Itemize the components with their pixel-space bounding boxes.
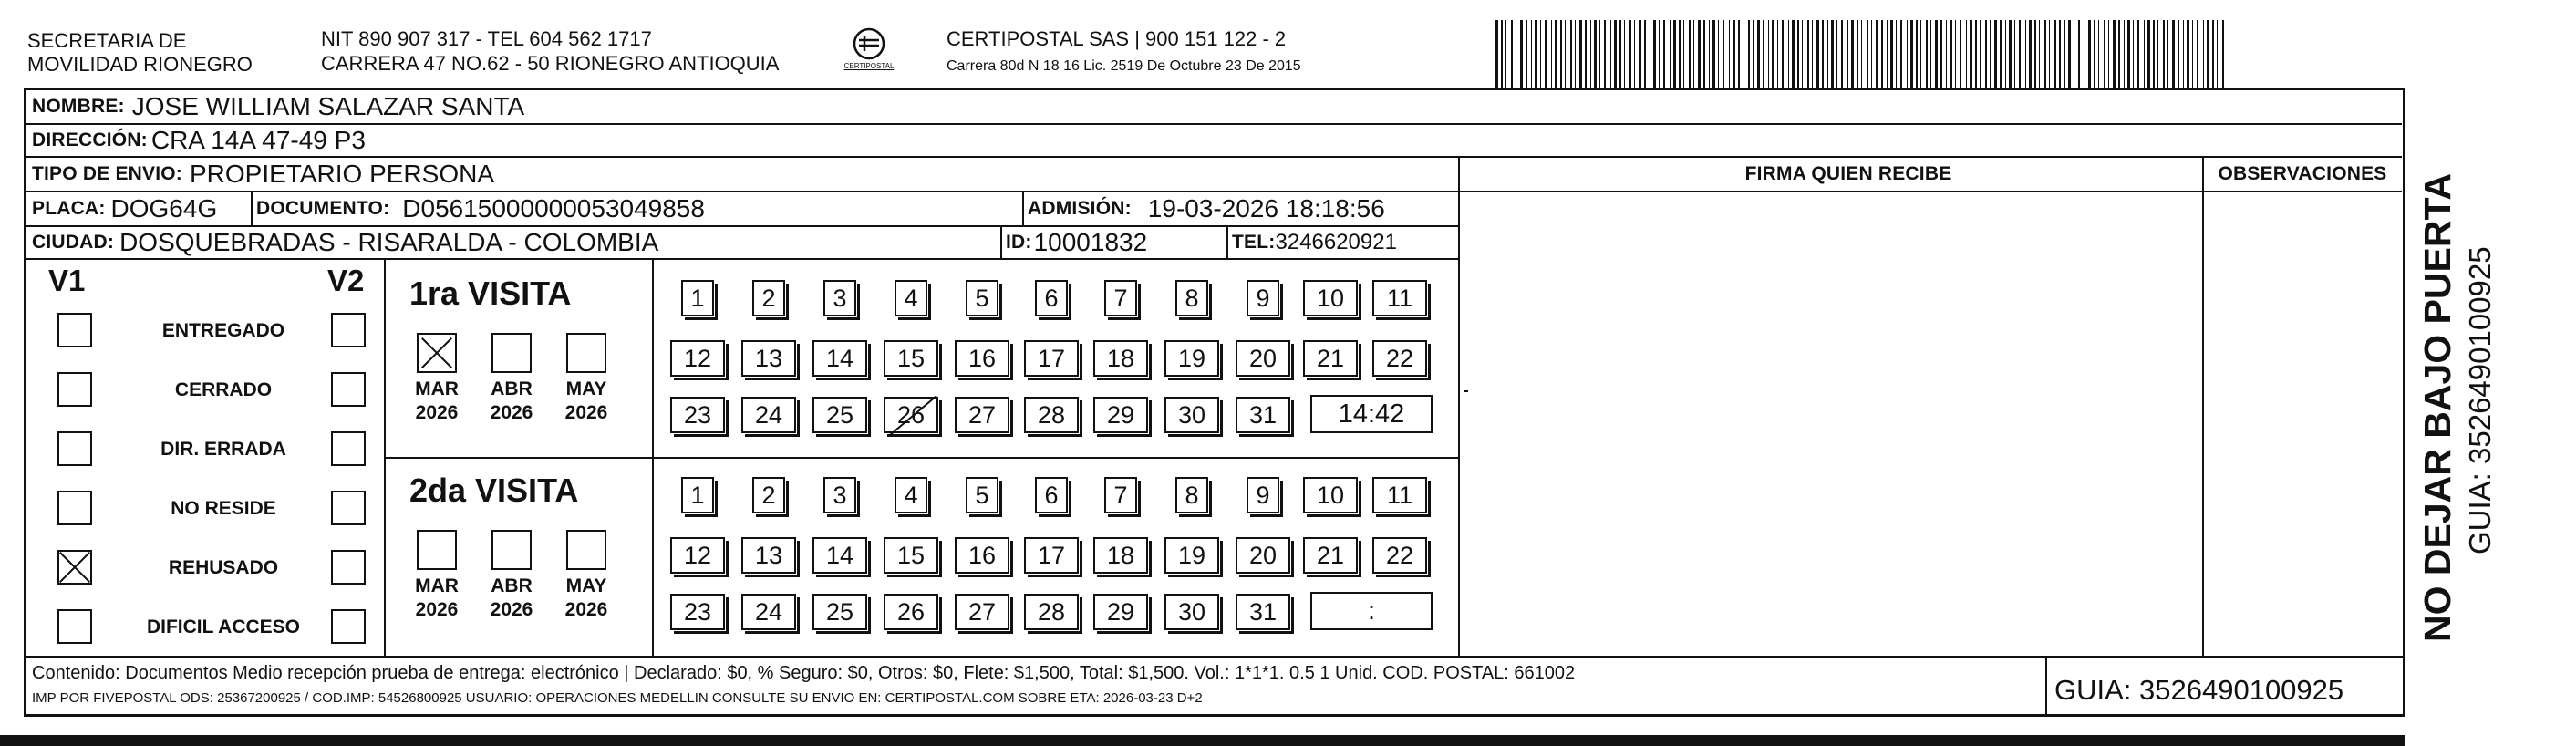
barcode-bar [1679, 20, 1681, 88]
barcode-bar [1916, 20, 1918, 88]
status-v1-checkbox[interactable] [57, 491, 92, 525]
day-box[interactable]: 2 [752, 477, 785, 513]
side-guia: GUIA: 3526490100925 [2463, 246, 2497, 554]
nombre-label: NOMBRE: [32, 96, 125, 117]
barcode-bar [2127, 20, 2130, 88]
barcode-bar [1966, 20, 1967, 88]
barcode-bar [2025, 20, 2026, 88]
status-label: CERRADO [174, 379, 273, 400]
barcode-bar [2222, 20, 2224, 88]
month-label: ABR [491, 378, 533, 399]
org-address-line: CARRERA 47 NO.62 - 50 RIONEGRO ANTIOQUIA [321, 52, 780, 75]
month-year-label: 2026 [490, 402, 533, 423]
barcode-bar [1994, 20, 1997, 88]
placa-label: PLACA: [32, 198, 106, 219]
barcode-bar [2064, 20, 2065, 88]
day-box[interactable]: 1 [681, 477, 714, 513]
visit-title: 2da VISITA [409, 471, 579, 509]
barcode-bar [1975, 20, 1977, 88]
barcode-bar [1501, 20, 1503, 88]
barcode-bar [2172, 20, 2175, 88]
barcode-bar [2124, 20, 2125, 88]
day-box[interactable]: 6 [1035, 477, 1068, 513]
barcode-bar [1545, 20, 1547, 88]
barcode-bar [1867, 20, 1868, 88]
day-box[interactable]: 7 [1104, 477, 1137, 513]
barcode-bar [1729, 20, 1730, 88]
tipo-label: TIPO DE ENVIO: [32, 163, 182, 184]
barcode-bar [2088, 20, 2091, 88]
day-box[interactable]: 14 [812, 340, 867, 377]
barcode-bar [2039, 20, 2040, 88]
barcode-bar [1990, 20, 1991, 88]
barcode-bar [2068, 20, 2071, 88]
visit-time-box[interactable]: 14:42 [1310, 395, 1433, 433]
month-label: MAR [415, 575, 459, 596]
day-box[interactable]: 26 [884, 397, 938, 433]
org-name-line1: SECRETARIA DE [27, 29, 187, 52]
barcode-bar [1802, 20, 1803, 88]
status-v1-checkbox[interactable] [57, 431, 92, 466]
barcode-bar [2000, 20, 2002, 88]
barcode-bar [1495, 20, 1498, 88]
status-v1-checkbox[interactable] [57, 313, 92, 347]
barcode-bar [1827, 20, 1828, 88]
barcode-bar [1946, 20, 1947, 88]
day-box[interactable]: 8 [1175, 477, 1208, 513]
org-name-line2: MOVILIDAD RIONEGRO [27, 53, 253, 76]
day-box[interactable]: 13 [741, 340, 796, 377]
month-year-label: 2026 [415, 402, 459, 423]
status-v2-checkbox[interactable] [331, 550, 366, 585]
day-box[interactable]: 22 [1372, 537, 1427, 574]
day-box[interactable]: 25 [812, 594, 867, 630]
day-box[interactable]: 21 [1303, 340, 1358, 377]
barcode-bar [1782, 20, 1784, 88]
firma-header: FIRMA QUIEN RECIBE [1744, 163, 1952, 184]
barcode-bar [1896, 20, 1897, 88]
day-box[interactable]: 25 [812, 397, 867, 433]
barcode-bar [1748, 20, 1750, 88]
barcode-bar [2005, 20, 2006, 88]
certipostal-logo [837, 26, 901, 82]
barcode-bar [1907, 20, 1908, 88]
month-checkbox[interactable] [417, 530, 457, 570]
barcode-bar [1560, 20, 1562, 88]
day-box[interactable]: 4 [895, 280, 927, 316]
month-year-label: 2026 [490, 599, 533, 620]
barcode-bar [1693, 20, 1694, 88]
barcode-bar [1822, 20, 1824, 88]
divider [1022, 192, 1024, 227]
barcode-bar [1575, 20, 1576, 88]
courier-line2: Carrera 80d N 18 16 Lic. 2519 De Octubre 23 De 2015 [947, 58, 1301, 74]
barcode-bar [2167, 20, 2168, 88]
barcode-bar [1614, 20, 1617, 88]
barcode-bar [2153, 20, 2155, 88]
visit-time-box[interactable]: : [1310, 592, 1433, 630]
barcode-bar [2212, 20, 2214, 88]
barcode-bar [1511, 20, 1513, 88]
day-box[interactable]: 10 [1303, 477, 1358, 513]
barcode-bar [1876, 20, 1878, 88]
tel-label: TEL: [1232, 232, 1276, 253]
delivery-form [24, 88, 2405, 717]
barcode-bar [1585, 20, 1587, 88]
barcode-bar [2118, 20, 2120, 88]
barcode-bar [2144, 20, 2145, 88]
barcode-bar [1639, 20, 1641, 88]
barcode-bar [2113, 20, 2116, 88]
barcode-bar [1797, 20, 1799, 88]
ciudad-value: DOSQUEBRADAS - RISARALDA - COLOMBIA [119, 228, 659, 256]
direccion-value: CRA 14A 47-49 P3 [150, 126, 366, 154]
barcode-bar [1663, 20, 1665, 88]
day-box[interactable]: 30 [1164, 397, 1219, 433]
barcode-bar [1857, 20, 1858, 88]
day-box[interactable]: 17 [1024, 340, 1079, 377]
barcode-bar [2019, 20, 2021, 88]
barcode-bar [1619, 20, 1621, 88]
barcode-bar [2009, 20, 2012, 88]
id-value: 10001832 [1033, 228, 1148, 256]
day-box[interactable]: 11 [1372, 280, 1427, 316]
barcode-bar [1673, 20, 1676, 88]
status-v2-checkbox[interactable] [331, 372, 366, 407]
barcode-bar [1579, 20, 1582, 88]
barcode-bar [1505, 20, 1506, 88]
barcode-bar [1703, 20, 1705, 88]
barcode-bar [2157, 20, 2158, 88]
barcode-bar [1970, 20, 1972, 88]
barcode-bar [1520, 20, 1523, 88]
v2-header: V2 [327, 264, 365, 297]
day-box[interactable]: 5 [966, 280, 998, 316]
day-box[interactable]: 21 [1303, 537, 1358, 574]
day-box[interactable]: 31 [1236, 594, 1290, 630]
day-box[interactable]: 16 [955, 537, 1009, 574]
day-box[interactable]: 28 [1024, 397, 1079, 433]
day-box[interactable]: 12 [670, 537, 725, 574]
barcode-bar [2178, 20, 2179, 88]
day-box[interactable]: 30 [1164, 594, 1219, 630]
divider [251, 192, 253, 227]
barcode-bar [2137, 20, 2139, 88]
day-box[interactable]: 31 [1236, 397, 1290, 433]
direccion-label: DIRECCIÓN: [32, 130, 148, 150]
barcode-bar [2197, 20, 2198, 88]
status-label: ENTREGADO [161, 320, 285, 341]
barcode-bar [1807, 20, 1809, 88]
barcode-bar [1890, 20, 1893, 88]
firma-left-border [1458, 158, 1460, 656]
day-box[interactable]: 29 [1093, 397, 1148, 433]
day-box[interactable]: 6 [1035, 280, 1068, 316]
barcode-bar [2078, 20, 2080, 88]
day-box[interactable]: 18 [1093, 537, 1148, 574]
barcode-bar [1940, 20, 1942, 88]
day-box[interactable]: 27 [955, 594, 1009, 630]
day-box[interactable]: 20 [1236, 537, 1290, 574]
row-nombre [26, 90, 2402, 125]
barcode-bar [2203, 20, 2204, 88]
barcode-bar [1812, 20, 1813, 88]
barcode-bar [2044, 20, 2046, 88]
barcode-bar [1540, 20, 1541, 88]
month-year-label: 2026 [564, 599, 608, 620]
barcode-bar [1926, 20, 1928, 88]
barcode-bar [1565, 20, 1566, 88]
barcode-bar [2187, 20, 2189, 88]
visit-separator [384, 457, 1458, 459]
month-checkbox[interactable] [417, 333, 457, 373]
barcode-bar [2217, 20, 2218, 88]
month-label: ABR [491, 575, 533, 596]
v1-header: V1 [48, 264, 86, 297]
month-checkbox[interactable] [566, 333, 606, 373]
day-box[interactable]: 13 [741, 537, 796, 574]
barcode-bar [1920, 20, 1921, 88]
barcode [1495, 20, 2225, 88]
barcode-bar [2163, 20, 2165, 88]
barcode-bar [1960, 20, 1961, 88]
barcode-bar [1629, 20, 1631, 88]
barcode-bar [2098, 20, 2099, 88]
barcode-bar [1683, 20, 1684, 88]
barcode-bar [1555, 20, 1557, 88]
status-v2-checkbox[interactable] [331, 609, 366, 644]
barcode-bar [1831, 20, 1834, 88]
row-placa [26, 192, 1458, 227]
admision-value: 19-03-2026 18:18:56 [1147, 194, 1385, 223]
barcode-bar [1757, 20, 1760, 88]
barcode-bar [1861, 20, 1862, 88]
day-box[interactable]: 11 [1372, 477, 1427, 513]
barcode-bar [1634, 20, 1635, 88]
barcode-bar [1570, 20, 1572, 88]
month-year-label: 2026 [564, 402, 608, 423]
page-bottom-edge [0, 735, 2405, 746]
barcode-bar [1792, 20, 1795, 88]
barcode-bar [1836, 20, 1837, 88]
status-v1-checkbox[interactable] [57, 372, 92, 407]
day-box[interactable]: 29 [1093, 594, 1148, 630]
observaciones-left-border [2202, 158, 2204, 656]
day-strike-mark [888, 395, 936, 436]
month-label: MAY [565, 378, 607, 399]
row-tipo [26, 158, 2402, 192]
day-box[interactable]: 17 [1024, 537, 1079, 574]
barcode-bar [1531, 20, 1532, 88]
month-checkbox[interactable] [566, 530, 606, 570]
barcode-bar [1900, 20, 1902, 88]
status-v2-checkbox[interactable] [331, 431, 366, 466]
month-label: MAR [415, 378, 459, 399]
nombre-value: JOSE WILLIAM SALAZAR SANTA [131, 92, 525, 120]
barcode-bar [1624, 20, 1625, 88]
barcode-bar [1772, 20, 1774, 88]
day-box[interactable]: 1 [681, 280, 714, 316]
barcode-bar [1816, 20, 1819, 88]
day-box[interactable]: 5 [966, 477, 998, 513]
barcode-bar [1698, 20, 1701, 88]
barcode-bar [1955, 20, 1956, 88]
day-box[interactable]: 19 [1164, 340, 1219, 377]
status-v2-checkbox[interactable] [331, 491, 366, 525]
divider [1226, 227, 1228, 260]
courier-line1: CERTIPOSTAL SAS | 900 151 122 - 2 [947, 27, 1287, 50]
barcode-bar [2183, 20, 2184, 88]
barcode-bar [1590, 20, 1591, 88]
status-label: NO RESIDE [171, 498, 276, 519]
day-box[interactable]: 24 [741, 397, 796, 433]
day-box[interactable]: 12 [670, 340, 725, 377]
stray-mark [1464, 390, 1468, 392]
barcode-bar [1709, 20, 1710, 88]
barcode-bar [1551, 20, 1552, 88]
barcode-bar [1689, 20, 1691, 88]
footer-guia: GUIA: 3526490100925 [2054, 674, 2344, 706]
barcode-bar [1644, 20, 1646, 88]
status-v1-checkbox[interactable] [57, 550, 92, 585]
barcode-bar [1670, 20, 1671, 88]
barcode-bar [1599, 20, 1600, 88]
tel-value: 3246620921 [1275, 230, 1397, 254]
day-box[interactable]: 23 [670, 594, 725, 630]
day-box[interactable]: 14 [812, 537, 867, 574]
barcode-bar [1723, 20, 1724, 88]
barcode-bar [1930, 20, 1931, 88]
barcode-bar [1910, 20, 1913, 88]
ciudad-label: CIUDAD: [32, 232, 115, 253]
footer-content-line: Contenido: Documentos Medio recepción prueba de entrega: electrónico | Declarado: $0, % Seguro: $0, Otros: $0, Flete: $1,500, Total: $1,500. Vol.: 1*1*1. 0.5 1 Unid. COD. POSTAL: 661002 [32, 663, 1576, 683]
barcode-bar [1777, 20, 1778, 88]
day-box[interactable]: 3 [823, 280, 856, 316]
barcode-bar [2104, 20, 2105, 88]
day-box[interactable]: 27 [955, 397, 1009, 433]
barcode-bar [1604, 20, 1606, 88]
barcode-bar [1847, 20, 1848, 88]
barcode-bar [2049, 20, 2050, 88]
admision-label: ADMISIÓN: [1028, 198, 1132, 219]
day-box[interactable]: 3 [823, 477, 856, 513]
day-box[interactable]: 22 [1372, 340, 1427, 377]
divider [1000, 227, 1002, 260]
status-v1-checkbox[interactable] [57, 609, 92, 644]
side-no-dejar-bajo-puerta: NO DEJAR BAJO PUERTA [2416, 172, 2458, 642]
month-checkbox[interactable] [491, 333, 532, 373]
day-box[interactable]: 28 [1024, 594, 1079, 630]
barcode-bar [1871, 20, 1872, 88]
org-nit-line: NIT 890 907 317 - TEL 604 562 1717 [321, 27, 652, 50]
barcode-bar [2059, 20, 2061, 88]
day-box[interactable]: 9 [1247, 280, 1279, 316]
barcode-bar [1887, 20, 1888, 88]
barcode-bar [1753, 20, 1754, 88]
month-label: MAY [565, 575, 607, 596]
barcode-bar [2094, 20, 2095, 88]
barcode-bar [1881, 20, 1883, 88]
footer-print-line: IMP POR FIVEPOSTAL ODS: 25367200925 / COD.IMP: 54526800925 USUARIO: OPERACIONES MEDELLIN CONSULTE SU ENVIO EN: CERTIPOSTAL.COM SOBRE ETA: 2026-03-23 D+2 [32, 690, 1203, 706]
barcode-bar [1788, 20, 1789, 88]
barcode-bar [1659, 20, 1660, 88]
month-year-label: 2026 [415, 599, 459, 620]
divider [2045, 656, 2047, 716]
row-ciudad [26, 227, 1458, 260]
barcode-bar [1768, 20, 1769, 88]
barcode-bar [1535, 20, 1537, 88]
barcode-bar [2014, 20, 2015, 88]
day-box[interactable]: 20 [1236, 340, 1290, 377]
barcode-bar [2207, 20, 2209, 88]
barcode-bar [1841, 20, 1843, 88]
barcode-bar [1851, 20, 1854, 88]
barcode-bar [1985, 20, 1987, 88]
day-box[interactable]: 16 [955, 340, 1009, 377]
day-box[interactable]: 24 [741, 594, 796, 630]
month-checkbox[interactable] [491, 530, 532, 570]
day-box[interactable]: 4 [895, 477, 927, 513]
status-label: DIFICIL ACCESO [146, 616, 300, 637]
barcode-bar [1653, 20, 1656, 88]
day-box[interactable]: 15 [884, 537, 938, 574]
documento-value: D05615000000053049858 [402, 194, 705, 223]
day-box[interactable]: 9 [1247, 477, 1279, 513]
barcode-bar [2034, 20, 2036, 88]
barcode-bar [2192, 20, 2193, 88]
documento-label: DOCUMENTO: [256, 198, 390, 219]
id-label: ID: [1006, 232, 1032, 253]
day-box[interactable]: 2 [752, 280, 785, 316]
barcode-bar [1526, 20, 1527, 88]
observaciones-header: OBSERVACIONES [2218, 163, 2387, 184]
barcode-bar [1980, 20, 1981, 88]
placa-value: DOG64G [110, 194, 218, 223]
status-v2-checkbox[interactable] [331, 313, 366, 347]
barcode-bar [2133, 20, 2134, 88]
barcode-bar [2054, 20, 2056, 88]
barcode-bar [1763, 20, 1764, 88]
day-box[interactable]: 18 [1093, 340, 1148, 377]
status-label: DIR. ERRADA [160, 439, 286, 460]
barcode-bar [2108, 20, 2109, 88]
barcode-bar [1935, 20, 1938, 88]
certipostal-logo-text: CERTIPOSTAL [843, 62, 895, 70]
status-label: REHUSADO [168, 557, 279, 578]
certipostal-logo-icon [837, 26, 901, 82]
barcode-bar [1610, 20, 1611, 88]
barcode-bar [1733, 20, 1735, 88]
barcode-bar [1950, 20, 1952, 88]
visit-title: 1ra VISITA [409, 275, 572, 312]
day-box[interactable]: 8 [1175, 280, 1208, 316]
day-box[interactable]: 19 [1164, 537, 1219, 574]
day-box[interactable]: 10 [1303, 280, 1358, 316]
row-direccion [26, 125, 2402, 158]
day-box[interactable]: 23 [670, 397, 725, 433]
barcode-bar [1712, 20, 1715, 88]
day-box[interactable]: 26 [884, 594, 938, 630]
barcode-bar [2147, 20, 2150, 88]
day-box[interactable]: 15 [884, 340, 938, 377]
barcode-bar [2029, 20, 2032, 88]
tipo-value: PROPIETARIO PERSONA [190, 160, 494, 188]
barcode-bar [1594, 20, 1597, 88]
barcode-bar [1738, 20, 1740, 88]
day-box[interactable]: 7 [1104, 280, 1137, 316]
barcode-bar [1718, 20, 1719, 88]
